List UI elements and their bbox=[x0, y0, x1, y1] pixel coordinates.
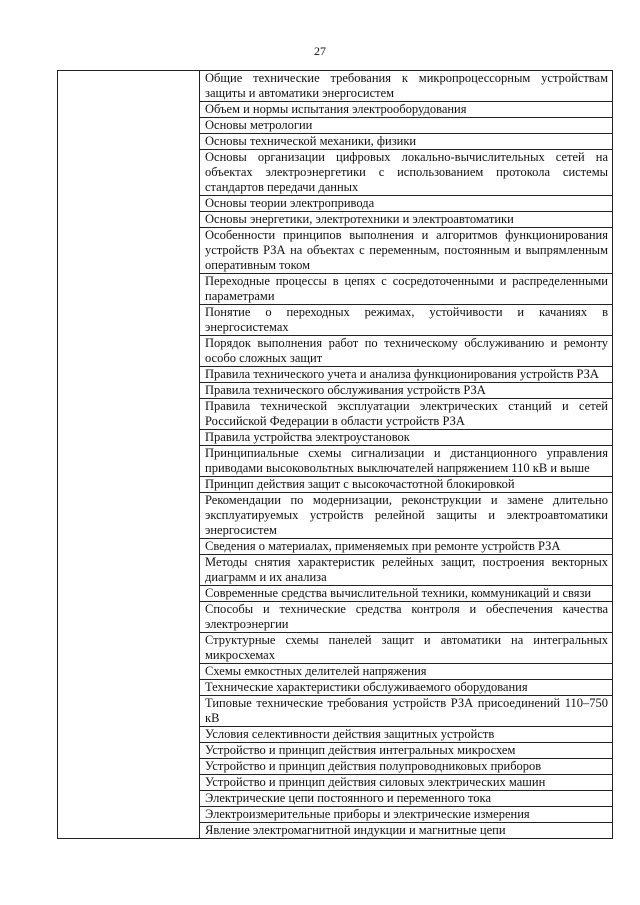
knowledge-item: Основы технической механики, физики bbox=[200, 134, 613, 150]
table-row bbox=[58, 71, 613, 102]
knowledge-item: Принцип действия защит с высокочастотной блокировкой bbox=[200, 477, 613, 493]
knowledge-item: Правила технического обслуживания устройств РЗА bbox=[200, 383, 613, 399]
knowledge-table-body bbox=[58, 71, 613, 839]
knowledge-item: Основы энергетики, электротехники и электроавтоматики bbox=[200, 212, 613, 228]
knowledge-item: Типовые технические требования устройств РЗА присоединений 110–750 кВ bbox=[200, 696, 613, 727]
knowledge-item: Правила технического учета и анализа функционирования устройств РЗА bbox=[200, 367, 613, 383]
knowledge-item: Основы теории электропривода bbox=[200, 196, 613, 212]
knowledge-item: Сведения о материалах, применяемых при ремонте устройств РЗА bbox=[200, 539, 613, 555]
knowledge-item: Переходные процессы в цепях с сосредоточенными и распределенными параметрами bbox=[200, 274, 613, 305]
knowledge-item: Особенности принципов выполнения и алгоритмов функционирования устройств РЗА на объектах с переменным, постоянным и выпрямленным оперативным током bbox=[200, 228, 613, 274]
knowledge-item: Схемы емкостных делителей напряжения bbox=[200, 664, 613, 680]
knowledge-item: Объем и нормы испытания электрооборудования bbox=[200, 102, 613, 118]
knowledge-table bbox=[57, 70, 613, 839]
knowledge-item: Электроизмерительные приборы и электрические измерения bbox=[200, 807, 613, 823]
knowledge-item: Правила технической эксплуатации электрических станций и сетей Российской Федерации в области устройств РЗА bbox=[200, 399, 613, 430]
knowledge-item: Явление электромагнитной индукции и магнитные цепи bbox=[200, 823, 613, 839]
knowledge-item: Структурные схемы панелей защит и автоматики на интегральных микросхемах bbox=[200, 633, 613, 664]
knowledge-item: Рекомендации по модернизации, реконструкции и замене длительно эксплуатируемых устройств релейной защиты и электроавтоматики энергосистем bbox=[200, 493, 613, 539]
knowledge-item: Современные средства вычислительной техники, коммуникаций и связи bbox=[200, 586, 613, 602]
knowledge-item: Методы снятия характеристик релейных защит, построения векторных диаграмм и их анализа bbox=[200, 555, 613, 586]
knowledge-item: Технические характеристики обслуживаемого оборудования bbox=[200, 680, 613, 696]
knowledge-item: Общие технические требования к микропроцессорным устройствам защиты и автоматики энергосистем bbox=[200, 71, 613, 102]
knowledge-item: Электрические цепи постоянного и переменного тока bbox=[200, 791, 613, 807]
knowledge-item: Основы организации цифровых локально-вычислительных сетей на объектах электроэнергетики с использованием протокола системы стандартов передачи данных bbox=[200, 150, 613, 196]
knowledge-item: Основы метрологии bbox=[200, 118, 613, 134]
knowledge-item: Понятие о переходных режимах, устойчивости и качаниях в энергосистемах bbox=[200, 305, 613, 336]
knowledge-item: Устройство и принцип действия полупроводниковых приборов bbox=[200, 759, 613, 775]
page-number: 27 bbox=[314, 44, 326, 58]
knowledge-item: Способы и технические средства контроля и обеспечения качества электроэнергии bbox=[200, 602, 613, 633]
knowledge-item: Принципиальные схемы сигнализации и дистанционного управления приводами высоковольтных выключателей напряжением 110 кВ и выше bbox=[200, 446, 613, 477]
knowledge-item: Устройство и принцип действия интегральных микросхем bbox=[200, 743, 613, 759]
knowledge-item: Правила устройства электроустановок bbox=[200, 430, 613, 446]
knowledge-item: Порядок выполнения работ по техническому обслуживанию и ремонту особо сложных защит bbox=[200, 336, 613, 367]
knowledge-item: Устройство и принцип действия силовых электрических машин bbox=[200, 775, 613, 791]
knowledge-item: Условия селективности действия защитных устройств bbox=[200, 727, 613, 743]
category-cell bbox=[58, 71, 200, 839]
